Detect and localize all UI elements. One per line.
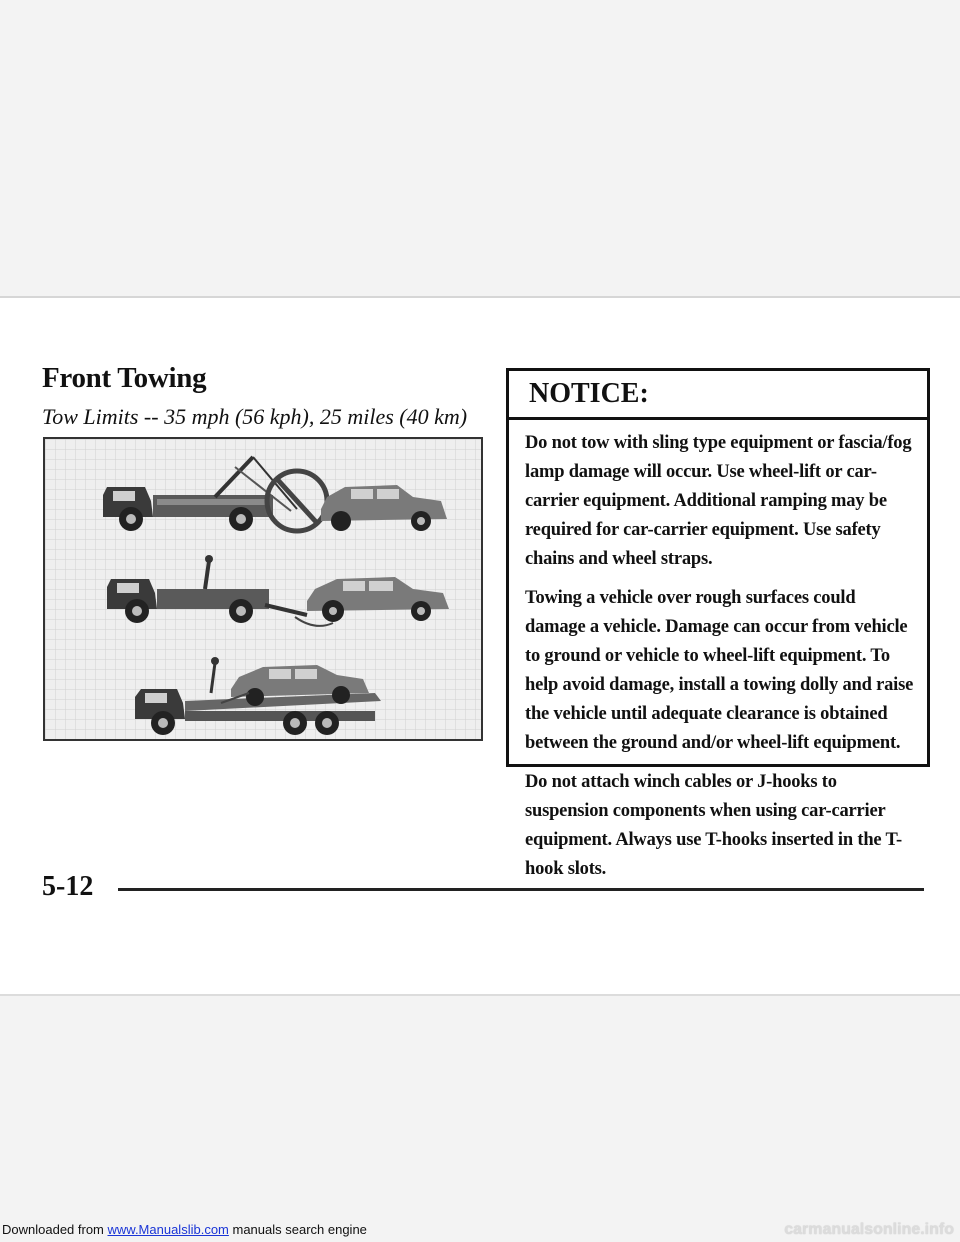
- page-top-edge: [0, 296, 960, 298]
- page-bottom-edge: [0, 994, 960, 996]
- footer-rule: [118, 888, 924, 891]
- site-watermark: carmanualsonline.info: [784, 1221, 954, 1238]
- download-suffix: manuals search engine: [228, 1222, 367, 1237]
- download-footer: [0, 1218, 960, 1242]
- download-prefix: Downloaded from: [2, 1222, 108, 1237]
- towing-illustration: [43, 437, 483, 741]
- notice-title: NOTICE:: [509, 371, 927, 420]
- download-notice: [2, 1218, 367, 1242]
- notice-paragraph: Do not attach winch cables or J-hooks to suspension components when using car-carrier equipment. Always use T-hooks inserted in the T-hook slots.: [525, 772, 902, 879]
- page-number: 5-12: [42, 871, 94, 902]
- notice-paragraph: Do not tow with sling type equipment or fascia/fog lamp damage will occur. Use wheel-lift or car-carrier equipment. Additional ramping may be required for car-carrier equipment. Use safety chains and wheel straps.: [525, 433, 912, 569]
- notice-paragraph: Towing a vehicle over rough surfaces could damage a vehicle. Damage can occur from vehicle to ground or vehicle to wheel-lift equipment. To help avoid damage, install a towing dolly and raise the vehicle until adequate clearance is obtained between the ground and/or wheel-lift equipment.: [525, 588, 914, 753]
- notice-body: [509, 420, 927, 884]
- notice-box: [506, 368, 930, 879]
- manualslib-link[interactable]: www.Manualslib.com: [107, 1222, 229, 1237]
- section-heading: Front Towing: [42, 362, 207, 394]
- towing-methods-drawing: [45, 439, 481, 739]
- tow-limits-text: Tow Limits -- 35 mph (56 kph), 25 miles (40 km): [42, 404, 468, 429]
